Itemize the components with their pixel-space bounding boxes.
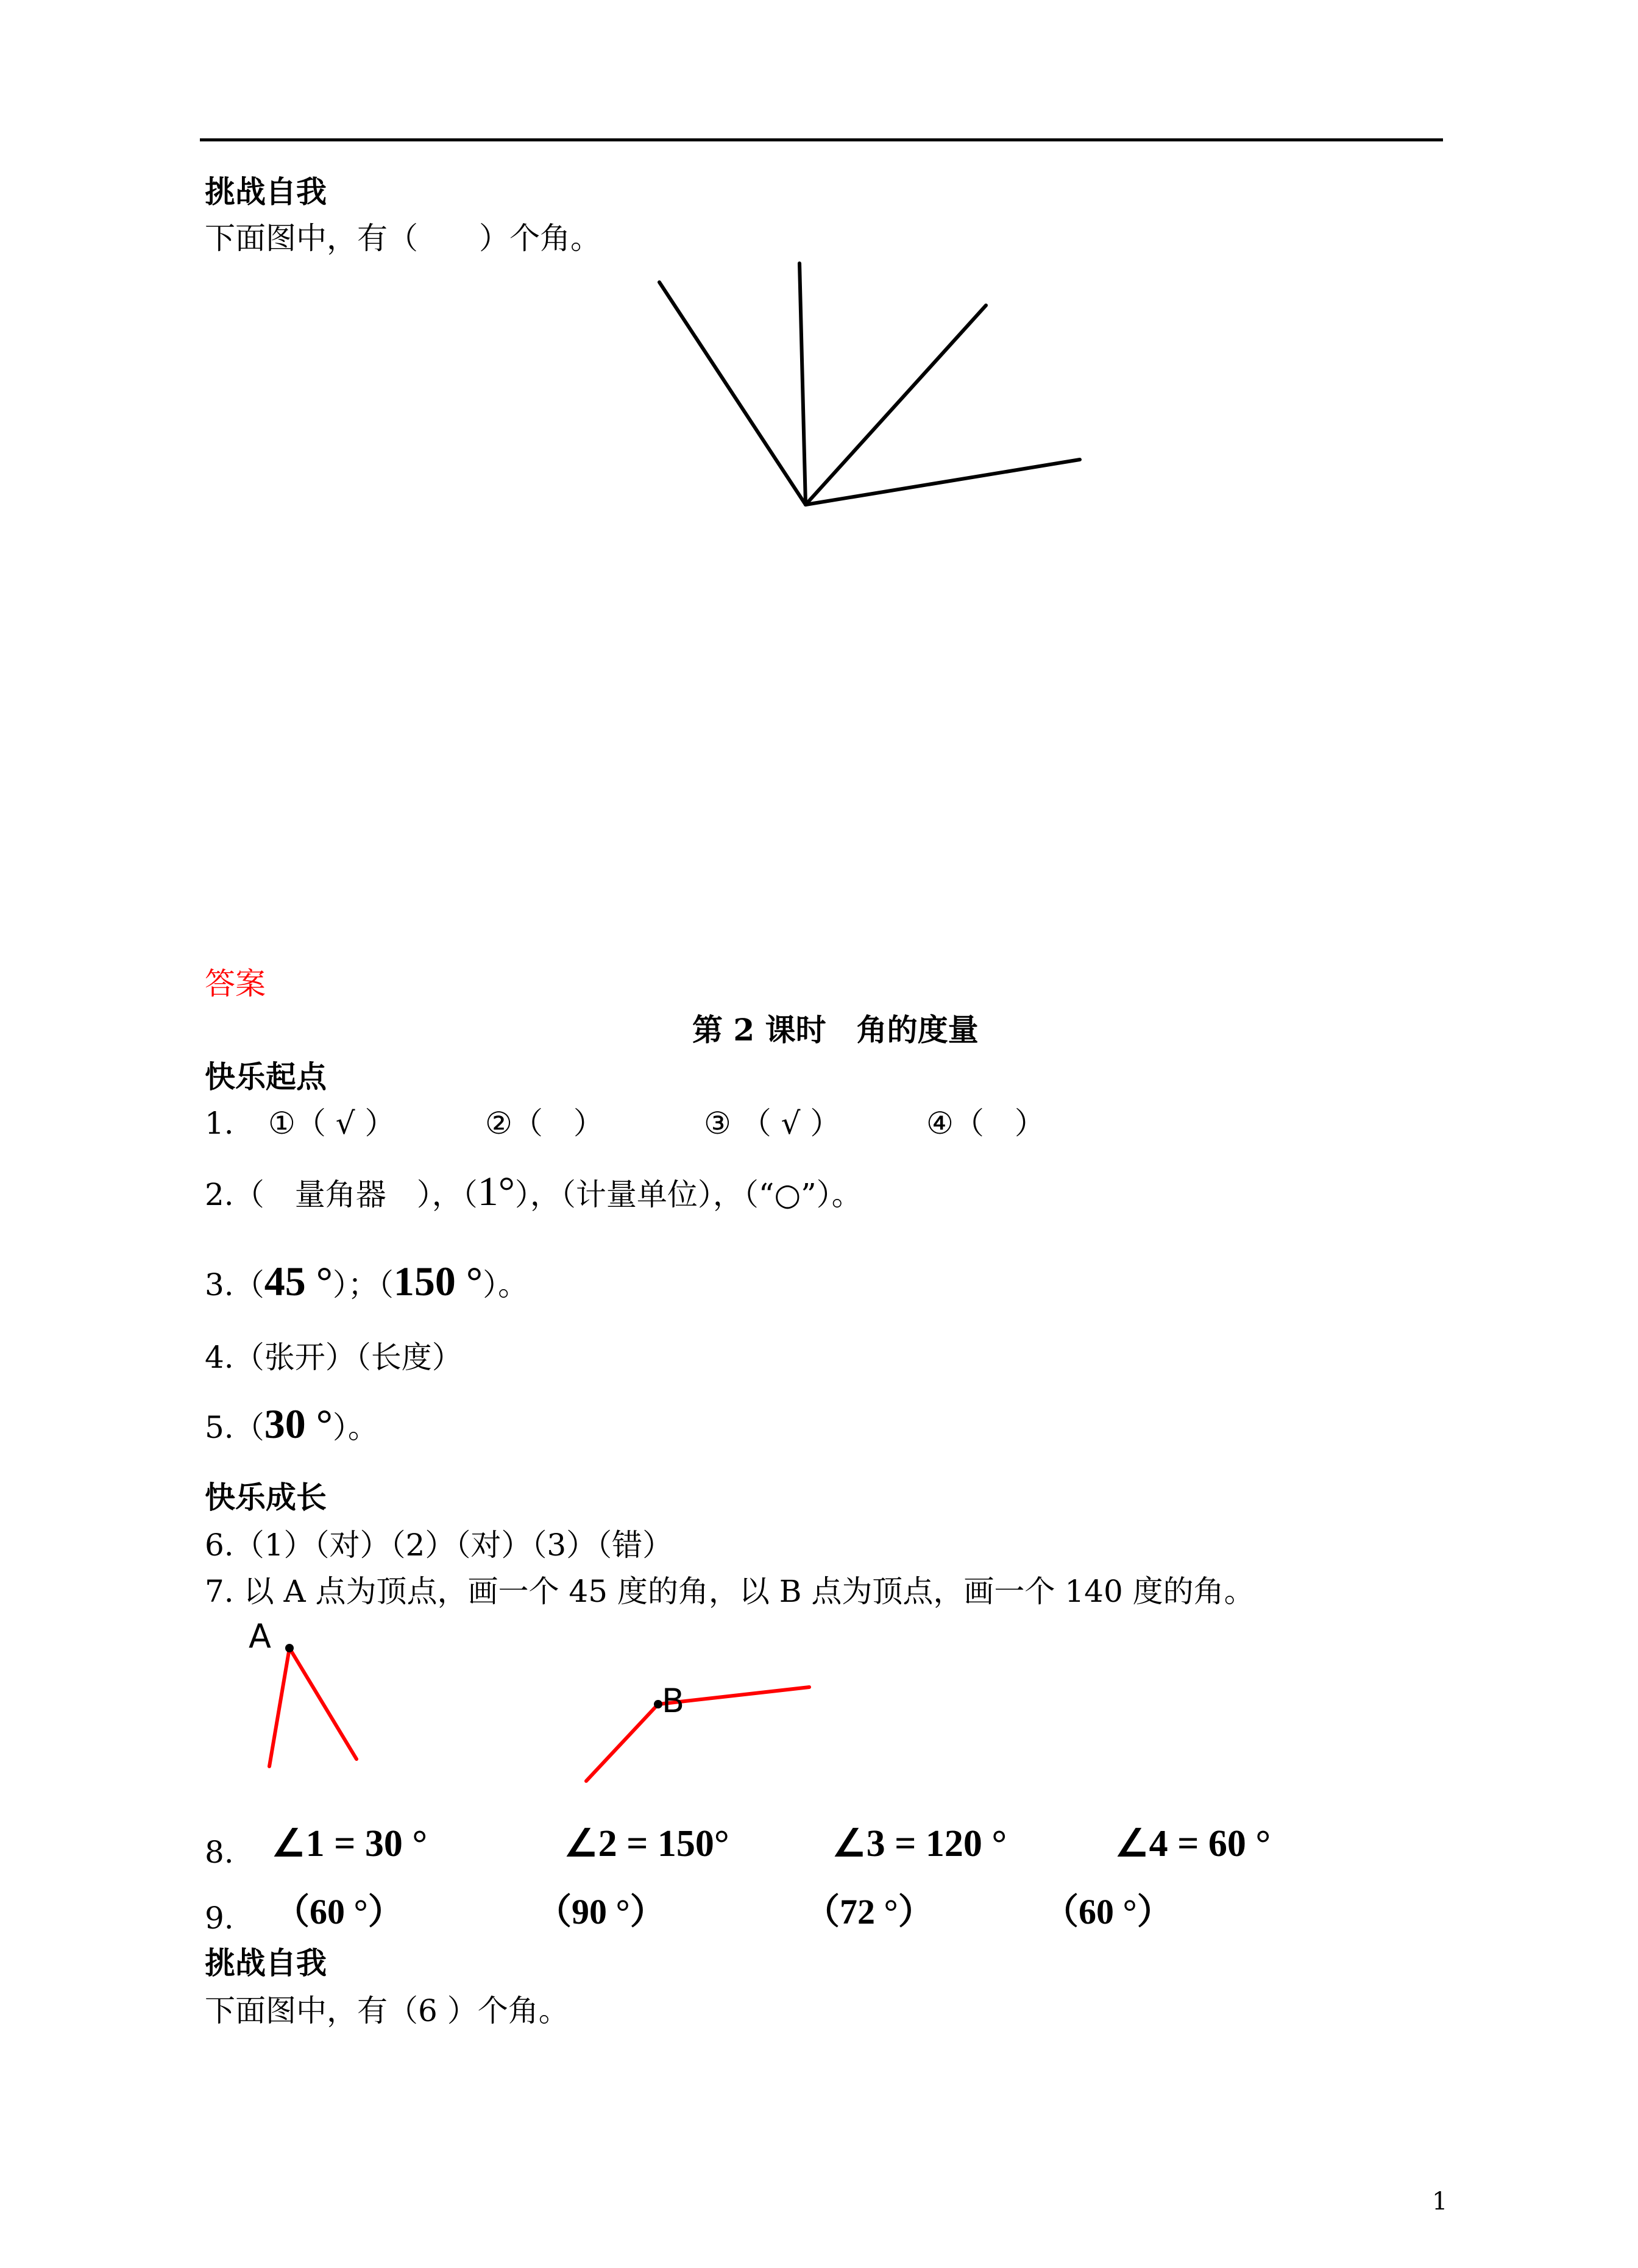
q5-big: 30 ° (264, 1401, 333, 1447)
q9-item-1: （60 °） (274, 1892, 403, 1932)
q2-pre: 2.（ 量角器 ），（ (205, 1177, 478, 1212)
q9-item-4: （60 °） (1043, 1892, 1172, 1932)
q2-line (205, 1170, 862, 1212)
section-challenge-answer: 挑战自我 (205, 1945, 327, 1981)
q3-big-1: 45 ° (264, 1258, 333, 1304)
q2-post: ），（计量单位），（“○”）。 (514, 1177, 862, 1212)
q4-line: 4.（张开）（长度） (205, 1340, 463, 1375)
q6-line: 6.（1）（对）（2）（对）（3）（错） (205, 1527, 673, 1563)
rays-diagram (0, 0, 1638, 549)
final-answer: 下面图中，有（6 ）个角。 (205, 1993, 569, 2028)
q7-line: 7. 以 A 点为顶点，画一个 45 度的角，以 B 点为顶点，画一个 140 度的角。 (205, 1574, 1255, 1609)
q8-item-4: ∠4 = 60 ° (1115, 1823, 1271, 1865)
ray-1 (659, 282, 806, 505)
q9-item-2: （90 °） (536, 1892, 665, 1932)
q8-item-2: ∠2 = 150° (564, 1823, 729, 1865)
q5-post: ）。 (332, 1410, 378, 1445)
ray-3 (806, 305, 986, 505)
q1-item-3: ③ （ √ ） (704, 1106, 841, 1141)
lesson-title: 第 2 课时 角的度量 (692, 1012, 979, 1048)
q5-pre: 5.（ (205, 1410, 264, 1445)
section-happy-growth: 快乐成长 (205, 1479, 327, 1515)
challenge-heading: 挑战自我 (205, 174, 327, 210)
q1-item-1: ①（ √ ） (268, 1106, 395, 1141)
label-a: A (249, 1617, 271, 1655)
q9-number: 9. (205, 1900, 234, 1936)
q3-mid: ）；（ (332, 1267, 394, 1303)
q3-big-2: 150 ° (393, 1258, 483, 1304)
q1-item-4: ④（ ） (926, 1106, 1045, 1141)
q1-item-2: ②（ ） (485, 1106, 604, 1141)
q9-item-3: （72 °） (804, 1892, 934, 1932)
q5-line (205, 1403, 378, 1445)
q8-number: 8. (205, 1835, 234, 1870)
q3-line (205, 1260, 528, 1302)
answer-heading: 答案 (205, 966, 266, 1001)
page-number: 1 (1432, 2188, 1448, 2216)
section-happy-start: 快乐起点 (205, 1059, 327, 1095)
label-b: B (662, 1682, 685, 1720)
q2-big: 1° (477, 1168, 515, 1214)
q1-number: 1. (205, 1106, 234, 1141)
q8-item-3: ∠3 = 120 ° (832, 1823, 1007, 1865)
challenge-question: 下面图中，有（ ）个角。 (205, 221, 601, 256)
q3-post: ）。 (483, 1267, 529, 1303)
q7-angle-b (573, 1670, 829, 1792)
ray-4 (806, 460, 1080, 505)
ray-2 (800, 263, 806, 505)
q3-pre: 3.（ (205, 1267, 264, 1303)
q8-item-1: ∠1 = 30 ° (272, 1823, 428, 1865)
